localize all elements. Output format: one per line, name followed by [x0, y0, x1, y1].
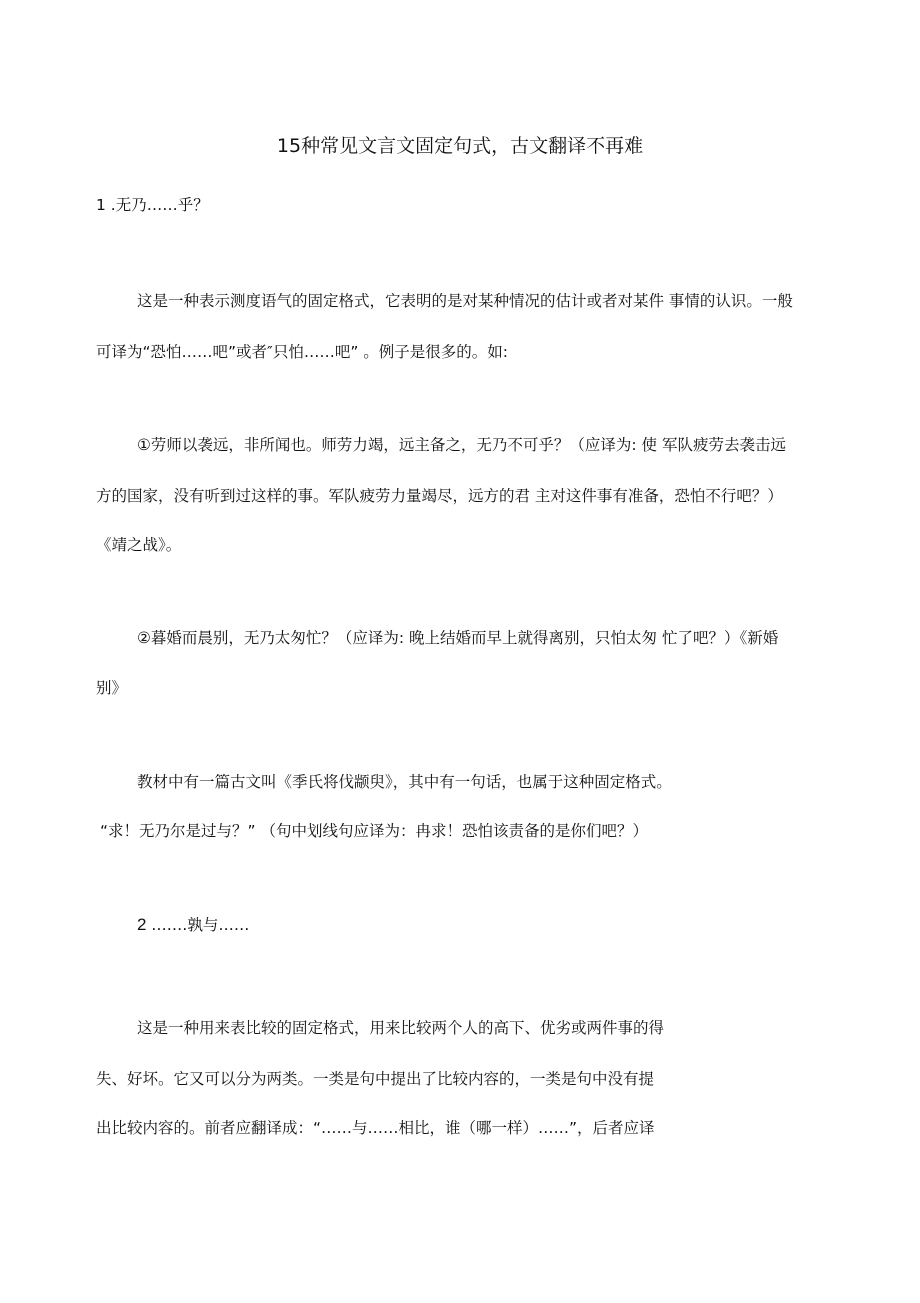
- page-title: 15种常见文言文固定句式，古文翻译不再难: [276, 135, 644, 157]
- section2-intro-line1: 这是一种用来表比较的固定格式，用来比较两个人的高下、优劣或两件事的得: [137, 1019, 665, 1037]
- section2-intro-line3: 出比较内容的。前者应翻译成：“……与……相比，谁（哪一样）……”，后者应译: [96, 1119, 655, 1137]
- section2-heading-number: 2: [137, 915, 147, 934]
- section1-intro-line1: 这是一种表示测度语气的固定格式，它表明的是对某种情况的估计或者对某件 事情的认识。一般: [137, 292, 793, 310]
- example3-line1: 教材中有一篇古文叫《季氏将伐颛臾》，其中有一句话，也属于这种固定格式。: [137, 773, 672, 791]
- example2-line1: ②暮婚而晨别，无乃太匆忙？（应译为: 晚上结婚而早上就得离别，只怕太匆 忙了吧？）《新婚: [137, 629, 779, 647]
- example1-source: 《靖之战》。: [96, 536, 182, 554]
- section1-heading: 1 .无乃……乎？: [96, 196, 209, 214]
- section1-intro-line2: 可译为“恐怕……吧”或者″只怕……吧” 。例子是很多的。如:: [96, 343, 509, 361]
- example1-line1: ①劳师以袭远，非所闻也。师劳力竭，远主备之，无乃不可乎？（应译为: 使 军队疲劳去袭击远: [137, 436, 786, 454]
- example2-line2: 别》: [96, 679, 128, 697]
- example3-line2: “求！无乃尔是过与？” （句中划线句应译为：冉求！恐怕该责备的是你们吧？）: [100, 822, 648, 840]
- section2-heading: [137, 914, 249, 936]
- section2-intro-line2: 失、好坏。它又可以分为两类。一类是句中提出了比较内容的，一类是句中没有提: [96, 1070, 655, 1088]
- example1-line2: 方的国家，没有听到过这样的事。军队疲劳力量竭尽，远方的君 主对这件事有准备，恐怕不行吧？）: [96, 487, 783, 505]
- section2-heading-text: .……孰与……: [151, 916, 250, 934]
